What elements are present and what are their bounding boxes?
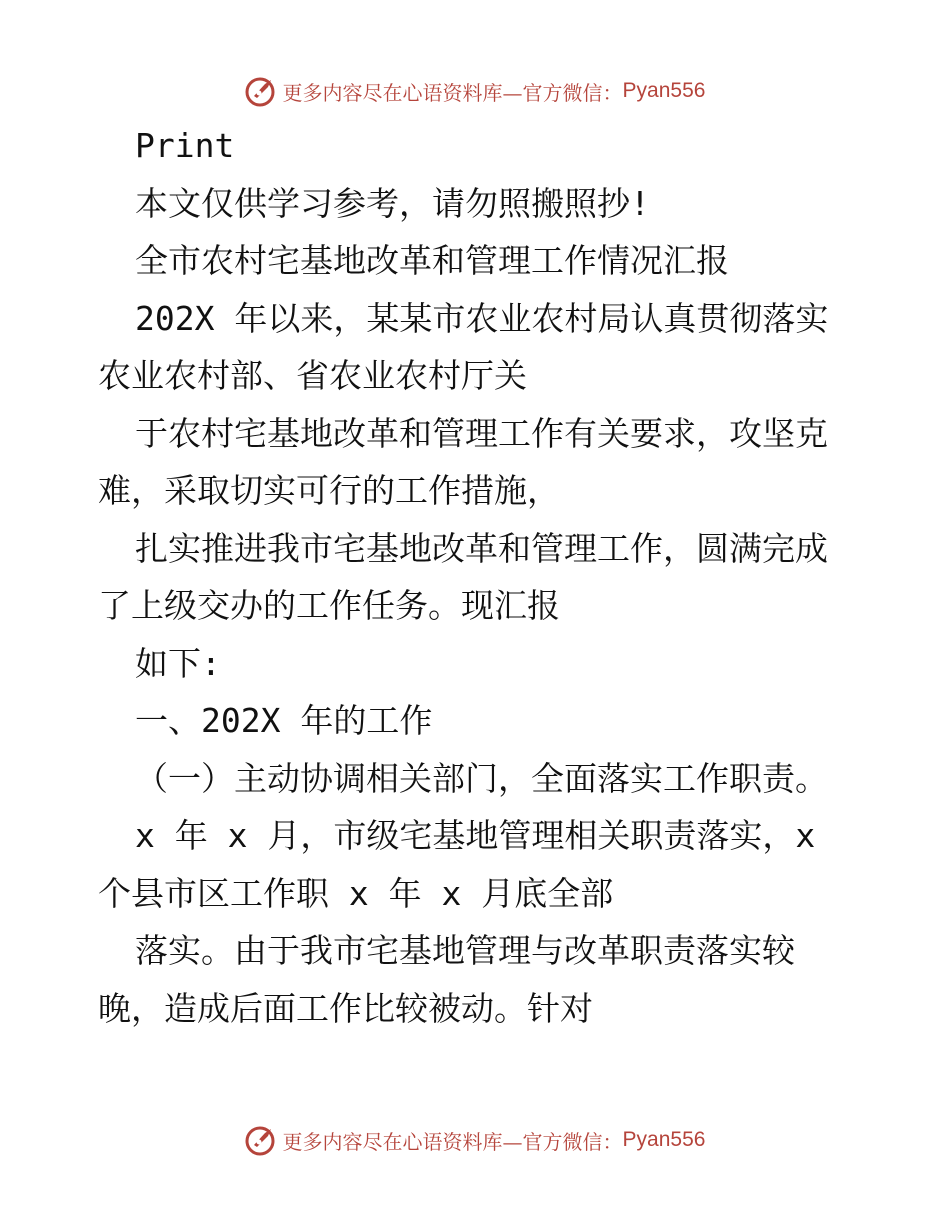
- text-line: 难，采取切实可行的工作措施，: [98, 471, 560, 510]
- text-line: 落实。由于我市宅基地管理与改革职责落实较: [135, 931, 795, 970]
- text-line: 一、202X 年的工作: [135, 701, 433, 740]
- text-line: （一）主动协调相关部门，全面落实工作职责。: [135, 758, 828, 798]
- text-line: 202X 年以来，某某市农业农村局认真贯彻落实: [135, 298, 829, 338]
- header-banner: [0, 71, 950, 111]
- text-line: 了上级交办的工作任务。现汇报: [98, 586, 560, 625]
- text-line: 晚，造成后面工作比较被动。针对: [98, 988, 593, 1028]
- text-line: x 年 x 月，市级宅基地管理相关职责落实，x: [135, 816, 816, 855]
- banner-text: 更多内容尽在心语资料库—官方微信：: [282, 80, 623, 105]
- text-line: Print: [135, 126, 235, 165]
- text-line: 本文仅供学习参考，请勿照搬照抄!: [135, 183, 650, 223]
- banner-wechat-id: Pyan556: [622, 1128, 706, 1151]
- text-line: 农业农村部、省农业农村厅关: [98, 356, 527, 395]
- banner-wechat-id: Pyan556: [622, 79, 706, 102]
- banner-text: 更多内容尽在心语资料库—官方微信：: [282, 1129, 623, 1154]
- logo-icon: [245, 1123, 279, 1157]
- logo-icon: [245, 74, 279, 108]
- text-line: 个县市区工作职 x 年 x 月底全部: [98, 873, 614, 913]
- text-line: 扎实推进我市宅基地改革和管理工作，圆满完成: [135, 528, 828, 568]
- text-line: 全市农村宅基地改革和管理工作情况汇报: [135, 241, 729, 280]
- text-line: 于农村宅基地改革和管理工作有关要求，攻坚克: [135, 413, 828, 453]
- text-line: 如下:: [135, 643, 221, 683]
- footer-banner: [0, 1120, 950, 1160]
